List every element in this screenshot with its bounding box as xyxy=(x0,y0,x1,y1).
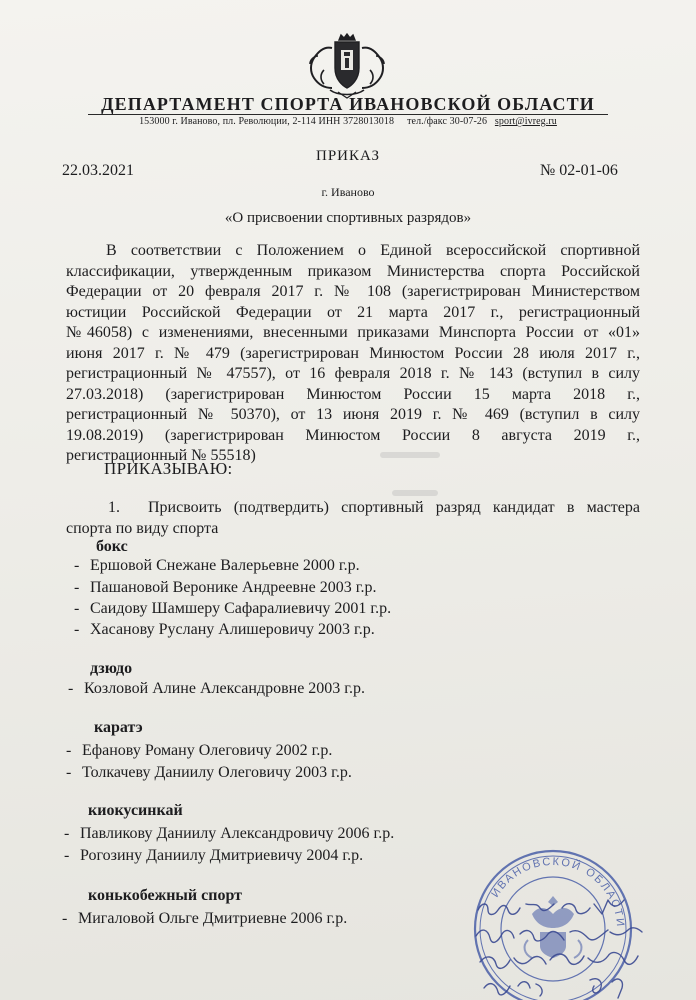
department-phone: тел./факс 30-07-26 xyxy=(407,116,488,127)
athlete-item xyxy=(54,680,365,698)
sport-heading-judo: дзюдо xyxy=(90,660,133,677)
preamble-line: 27.03.2018) (зарегистрирован Минюстом России 15 марта 2018 г., xyxy=(66,385,640,403)
order-number: № 02-01-06 xyxy=(540,162,618,179)
sport-heading-speed-skating: конькобежный спорт xyxy=(88,887,242,904)
preamble-line: Федерации от 20 февраля 2017 г. № 108 (зарегистрирован Министерством xyxy=(66,283,640,300)
athlete-item xyxy=(60,557,360,575)
preamble-line: 19.08.2019) (зарегистрирован Минюстом России 8 августа 2019 г., xyxy=(66,426,640,444)
order-subject: «О присвоении спортивных разрядов» xyxy=(224,210,472,226)
order-city: г. Иваново xyxy=(321,185,375,199)
order-word: ПРИКАЗЫВАЮ: xyxy=(104,459,233,478)
athlete-item xyxy=(52,764,352,782)
athlete-item xyxy=(50,847,363,865)
athlete-name: Пашановой Веронике Андреевне 2003 г.р. xyxy=(90,579,377,596)
order-item-number: 1. xyxy=(108,499,120,516)
list-dash: - xyxy=(74,579,80,596)
preamble-line: №46058) с изменениями, внесенными приказами Минспорта России от «01» xyxy=(66,324,640,341)
athlete-name: Ефанову Роману Олеговичу 2002 г.р. xyxy=(82,742,333,759)
preamble-line: юстиции Российской Федерации от 21 марта 2017 г., регистрационный xyxy=(66,303,640,321)
athlete-name: Толкачеву Даниилу Олеговичу 2003 г.р. xyxy=(82,764,352,781)
preamble-line: регистрационный № 55518) xyxy=(66,447,256,464)
preamble-line: В соответствии с Положением о Единой всероссийской спортивной xyxy=(106,242,640,259)
preamble-line: классификации, утвержденным приказом Министерства спорта Российской xyxy=(66,262,640,280)
header-divider xyxy=(88,114,608,115)
department-contacts xyxy=(0,116,696,127)
list-dash: - xyxy=(74,600,80,617)
athlete-name: Ершовой Снежане Валерьевне 2000 г.р. xyxy=(90,557,360,574)
list-dash: - xyxy=(64,847,70,864)
athlete-name: Мигаловой Ольге Дмитриевне 2006 г.р. xyxy=(78,910,348,927)
preamble-line: июня 2017 г. № 479 (зарегистрирован Минюстом России 28 июля 2017 г., xyxy=(66,344,640,362)
athlete-name: Саидову Шамшеру Сафаралиевичу 2001 г.р. xyxy=(90,600,392,617)
stamp-ring-text: ИВАНОВСКОЙ ОБЛАСТИ xyxy=(489,855,627,929)
department-email: sport@ivreg.ru xyxy=(494,116,557,127)
list-dash: - xyxy=(62,910,68,927)
athlete-item xyxy=(60,600,391,618)
list-dash: - xyxy=(66,764,72,781)
order-item-line xyxy=(66,497,640,518)
athlete-item xyxy=(52,742,332,760)
order-date: 22.03.2021 xyxy=(62,162,134,179)
scan-smudge xyxy=(380,452,440,458)
list-dash: - xyxy=(64,825,70,842)
athlete-name: Рогозину Даниилу Дмитриевичу 2004 г.р. xyxy=(80,847,364,864)
scan-smudge xyxy=(392,490,438,496)
order-preamble xyxy=(66,241,640,467)
list-dash: - xyxy=(74,621,80,638)
sport-heading-boxing: бокс xyxy=(96,538,128,555)
athlete-name: Павликову Даниилу Александровичу 2006 г.р. xyxy=(80,825,395,842)
order-item-line: спорта по виду спорта xyxy=(66,520,219,537)
sport-heading-karate: каратэ xyxy=(94,719,143,736)
athlete-item xyxy=(48,910,347,928)
list-dash: - xyxy=(74,557,80,574)
list-dash: - xyxy=(66,742,72,759)
order-item-text: Присвоить (подтвердить) спортивный разряд кандидат в мастера xyxy=(148,499,640,516)
athlete-name: Козловой Алине Александровне 2003 г.р. xyxy=(84,680,366,697)
preamble-line: регистрационный № 47557), от 16 февраля 2018 г. № 143 (вступил в силу xyxy=(66,365,640,382)
list-dash: - xyxy=(68,680,74,697)
order-item-1 xyxy=(66,497,640,539)
athlete-name: Хасанову Руслану Алишеровичу 2003 г.р. xyxy=(90,621,375,638)
athlete-item xyxy=(60,579,376,597)
athlete-item xyxy=(60,621,375,639)
coat-of-arms-icon xyxy=(302,30,392,100)
handwritten-signature xyxy=(470,888,670,1000)
department-name: ДЕПАРТАМЕНТ СПОРТА ИВАНОВСКОЙ ОБЛАСТИ xyxy=(101,94,595,114)
sport-heading-kyokushin: киокусинкай xyxy=(88,802,183,819)
department-address: 153000 г. Иваново, пл. Революции, 2-114 ИНН 3728013018 xyxy=(139,116,395,127)
athlete-item xyxy=(50,825,394,843)
order-title: ПРИКАЗ xyxy=(316,148,380,164)
preamble-line: регистрационный № 50370), от 13 июня 2019 г. № 469 (вступил в силу xyxy=(66,406,640,423)
